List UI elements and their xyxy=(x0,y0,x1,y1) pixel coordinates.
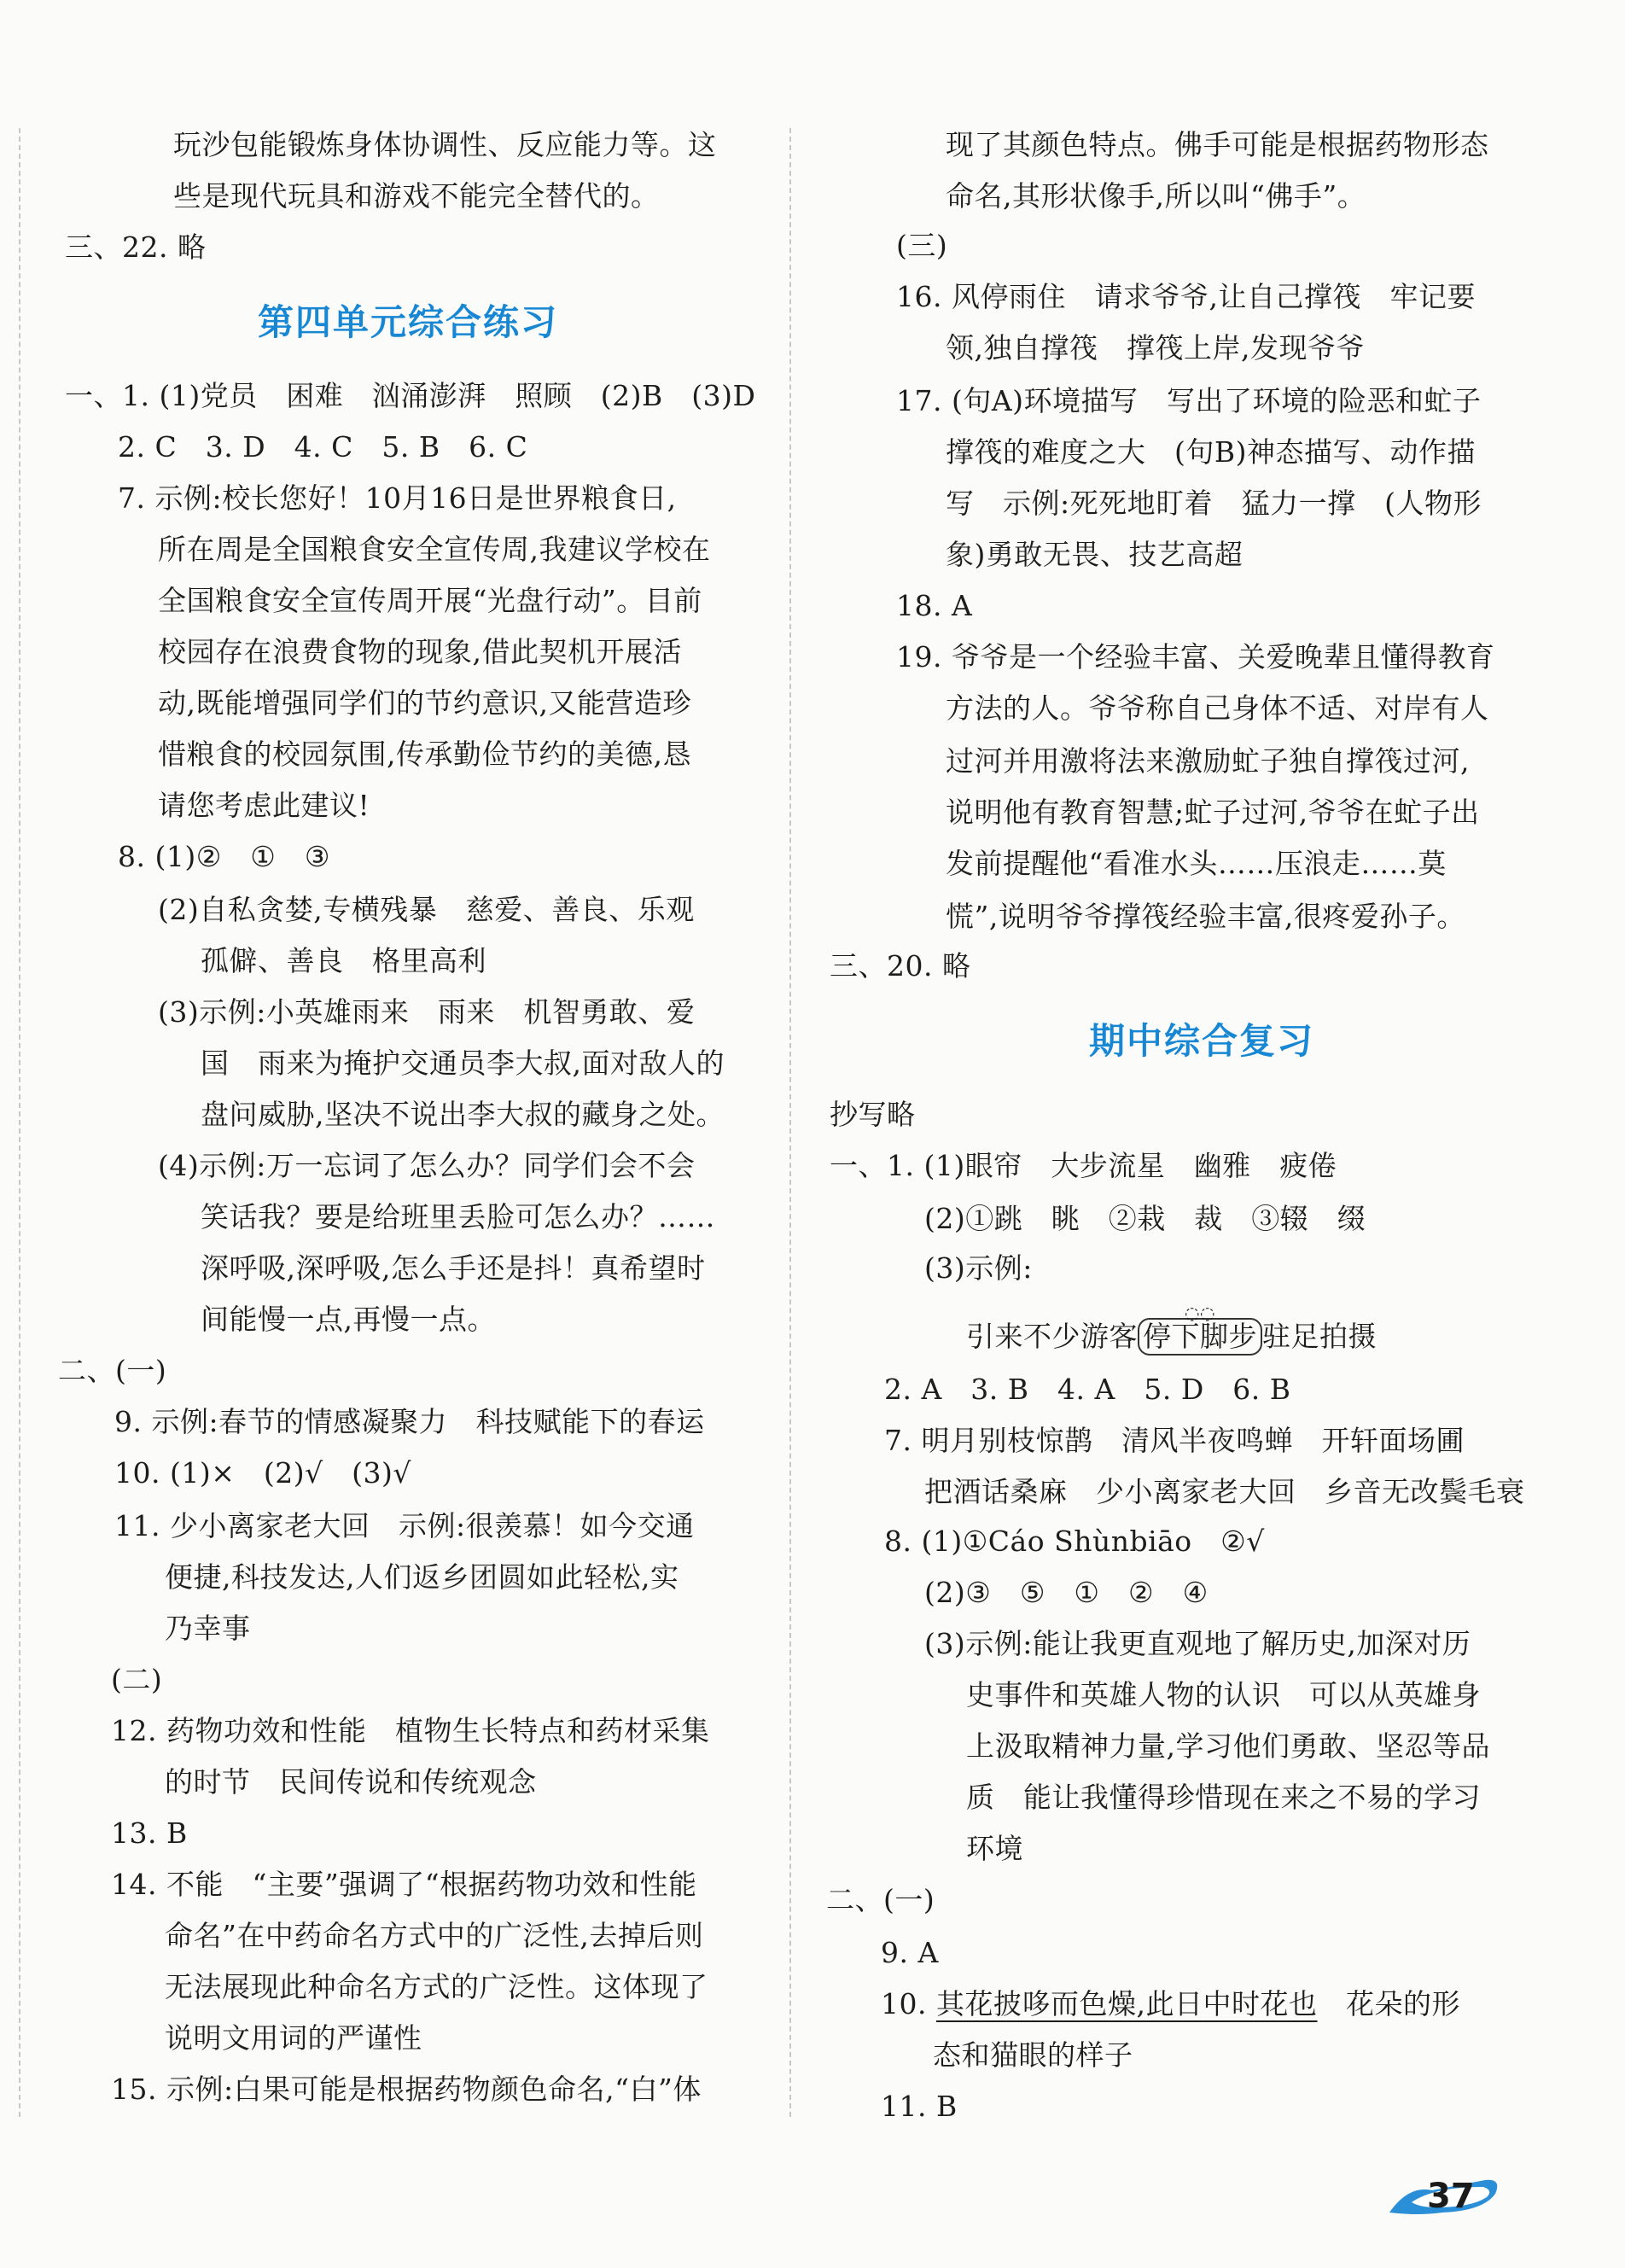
text-line: 14. 不能 “主要”强调了“根据药物功效和性能 xyxy=(111,1868,697,1901)
text-line: 便捷,科技发达,人们返乡团圆如此轻松,实 xyxy=(165,1560,679,1594)
text-line: 笑话我？要是给班里丢脸可怎么办？…… xyxy=(201,1200,715,1233)
text-line: 过河并用激将法来激励虻子独自撑筏过河, xyxy=(946,744,1470,778)
text-line: 三、22. 略 xyxy=(65,230,207,264)
text-line: 质 能让我懂得珍惜现在来之不易的学习 xyxy=(966,1781,1481,1814)
text-line: 12. 药物功效和性能 植物生长特点和药材采集 xyxy=(111,1714,710,1747)
text-line: 撑筏的难度之大 (句B)神态描写、动作描 xyxy=(946,435,1476,469)
text-line: 史事件和英雄人物的认识 可以从英雄身 xyxy=(966,1678,1481,1711)
underlined-answer: 其花披哆而色燥,此日中时花也 xyxy=(935,1987,1318,2020)
text-line-underlined xyxy=(881,1979,1526,2030)
text-line: 国 雨来为掩护交通员李大叔,面对敌人的 xyxy=(201,1047,725,1080)
text-line: 些是现代玩具和游戏不能完全替代的。 xyxy=(173,179,660,213)
text-line: 玩沙包能锻炼身体协调性、反应能力等。这 xyxy=(173,128,717,161)
text-line: 乃幸事 xyxy=(165,1612,251,1645)
text-line: (2)自私贪婪,专横残暴 慈爱、善良、乐观 xyxy=(158,893,695,926)
text-line: 领,独自撑筏 撑筏上岸,发现爷爷 xyxy=(946,331,1365,364)
text-line: 校园存在浪费食物的现象,借此契机开展活 xyxy=(158,635,682,668)
text-line: 一、1. (1)眼帘 大步流星 幽雅 疲倦 xyxy=(830,1149,1337,1182)
correction-after: 驻足拍摄 xyxy=(1262,1320,1377,1353)
text-line: 说明他有教育智慧;虻子过河,爷爷在虻子出 xyxy=(946,796,1480,829)
text-line: 间能慢一点,再慢一点。 xyxy=(201,1303,496,1336)
text-line: (3)示例:小英雄雨来 雨来 机智勇敢、爱 xyxy=(158,995,696,1029)
left-margin-divider xyxy=(19,128,20,2117)
correction-boxed-phrase xyxy=(1138,1303,1262,1356)
text-line: 上汲取精神力量,学习他们勇敢、坚忍等品 xyxy=(966,1729,1490,1763)
text-line: 8. (1)①Cáo Shùnbiāo ②√ xyxy=(884,1525,1265,1558)
section-title-unit4: 第四单元综合练习 xyxy=(257,301,558,343)
text-line: (2)③ ⑤ ① ② ④ xyxy=(924,1576,1209,1609)
text-line: 三、20. 略 xyxy=(830,949,971,982)
text-line: 请您考虑此建议! xyxy=(158,789,370,822)
text-line: 2. C 3. D 4. C 5. B 6. C xyxy=(118,430,528,464)
text-line: 命名,其形状像手,所以叫“佛手”。 xyxy=(946,179,1366,213)
text-line: 盘问威胁,坚决不说出李大叔的藏身之处。 xyxy=(201,1098,725,1131)
insertion-mark: ◌◌ xyxy=(1185,1303,1215,1323)
text-line: 9. A xyxy=(881,1936,939,1969)
text-line: 17. (句A)环境描写 写出了环境的险恶和虻子 xyxy=(896,384,1482,417)
text-line: 说明文用词的严谨性 xyxy=(165,2021,422,2055)
text-line: 全国粮食安全宣传周开展“光盘行动”。目前 xyxy=(158,584,702,617)
text-line: 7. 明月别枝惊鹊 清风半夜鸣蝉 开轩面场圃 xyxy=(884,1424,1465,1457)
text-line: 16. 风停雨住 请求爷爷,让自己撑筏 牢记要 xyxy=(896,280,1476,313)
text-line: 动,既能增强同学们的节约意识,又能营造珍 xyxy=(158,686,691,720)
text-line: 环境 xyxy=(966,1832,1023,1865)
text-line: 深呼吸,深呼吸,怎么手还是抖！真希望时 xyxy=(201,1251,706,1285)
text-line: 发前提醒他“看准水头……压浪走……莫 xyxy=(946,847,1447,880)
text-line: 18. A xyxy=(896,589,973,622)
text-line: 2. A 3. B 4. A 5. D 6. B xyxy=(884,1373,1291,1406)
text-line: 无法展现此种命名方式的广泛性。这体现了 xyxy=(165,1970,708,2003)
boxed-text: 停下脚步 xyxy=(1143,1320,1257,1353)
text-line: 13. B xyxy=(111,1816,188,1850)
text-line: 9. 示例:春节的情感凝聚力 科技赋能下的春运 xyxy=(114,1405,705,1438)
text-line: (2)①跳 眺 ②栽 裁 ③辍 缀 xyxy=(924,1202,1366,1235)
text-line: 7. 示例:校长您好！10月16日是世界粮食日, xyxy=(118,481,677,515)
correction-before: 引来不少游客 xyxy=(966,1320,1138,1353)
text-line: 态和猫眼的样子 xyxy=(933,2038,1133,2072)
text-line: 的时节 民间传说和传统观念 xyxy=(165,1765,537,1799)
text-line: 15. 示例:白果可能是根据药物颜色命名,“白”体 xyxy=(111,2073,702,2106)
text-line: (3)示例:能让我更直观地了解历史,加深对历 xyxy=(924,1627,1471,1660)
text-line: (4)示例:万一忘词了怎么办？同学们会不会 xyxy=(158,1149,696,1182)
item-number: 10. xyxy=(881,1987,936,2020)
text-line: 慌”,说明爷爷撑筏经验丰富,很疼爱孙子。 xyxy=(946,900,1465,933)
text-line: 11. 少小离家老大回 示例:很羡慕！如今交通 xyxy=(114,1509,695,1542)
text-line: 一、1. (1)党员 困难 汹涌澎湃 照顾 (2)B (3)D xyxy=(65,379,756,412)
text-line: 二、(一) xyxy=(58,1354,167,1387)
text-line: 19. 爷爷是一个经验丰富、关爱晚辈且懂得教育 xyxy=(896,640,1495,673)
answer-tail: 花朵的形 xyxy=(1317,1987,1460,2020)
text-line: 现了其颜色特点。佛手可能是根据药物形态 xyxy=(946,128,1489,161)
text-line: (三) xyxy=(896,229,948,262)
text-line: 方法的人。爷爷称自己身体不适、对岸有人 xyxy=(946,691,1489,725)
text-line: 孤僻、善良 格里高利 xyxy=(201,944,486,977)
text-line: 所在周是全国粮食安全宣传周,我建议学校在 xyxy=(158,533,711,566)
section-title-midterm: 期中综合复习 xyxy=(1088,1020,1314,1062)
text-line: 11. B xyxy=(881,2090,958,2123)
text-line: 8. (1)② ① ③ xyxy=(118,840,330,873)
text-line: 惜粮食的校园氛围,传承勤俭节约的美德,恳 xyxy=(158,738,691,771)
column-divider xyxy=(789,128,791,2117)
text-line: 象)勇敢无畏、技艺高超 xyxy=(946,538,1244,571)
page-number-badge xyxy=(1383,2168,1509,2228)
text-line: 把酒话桑麻 少小离家老大回 乡音无改鬓毛衰 xyxy=(924,1475,1525,1508)
text-line: (二) xyxy=(111,1663,163,1696)
text-line: 10. (1)× (2)√ (3)√ xyxy=(114,1456,411,1490)
text-line: 命名”在中药命名方式中的广泛性,去掉后则 xyxy=(165,1919,704,1952)
text-line: (3)示例: xyxy=(924,1251,1033,1285)
page-number: 37 xyxy=(1427,2177,1475,2216)
text-line: 写 示例:死死地盯着 猛力一撑 (人物形 xyxy=(946,487,1482,520)
text-line-correction xyxy=(966,1303,1526,1362)
text-line: 抄写略 xyxy=(830,1098,916,1131)
text-line: 二、(一) xyxy=(826,1883,935,1916)
